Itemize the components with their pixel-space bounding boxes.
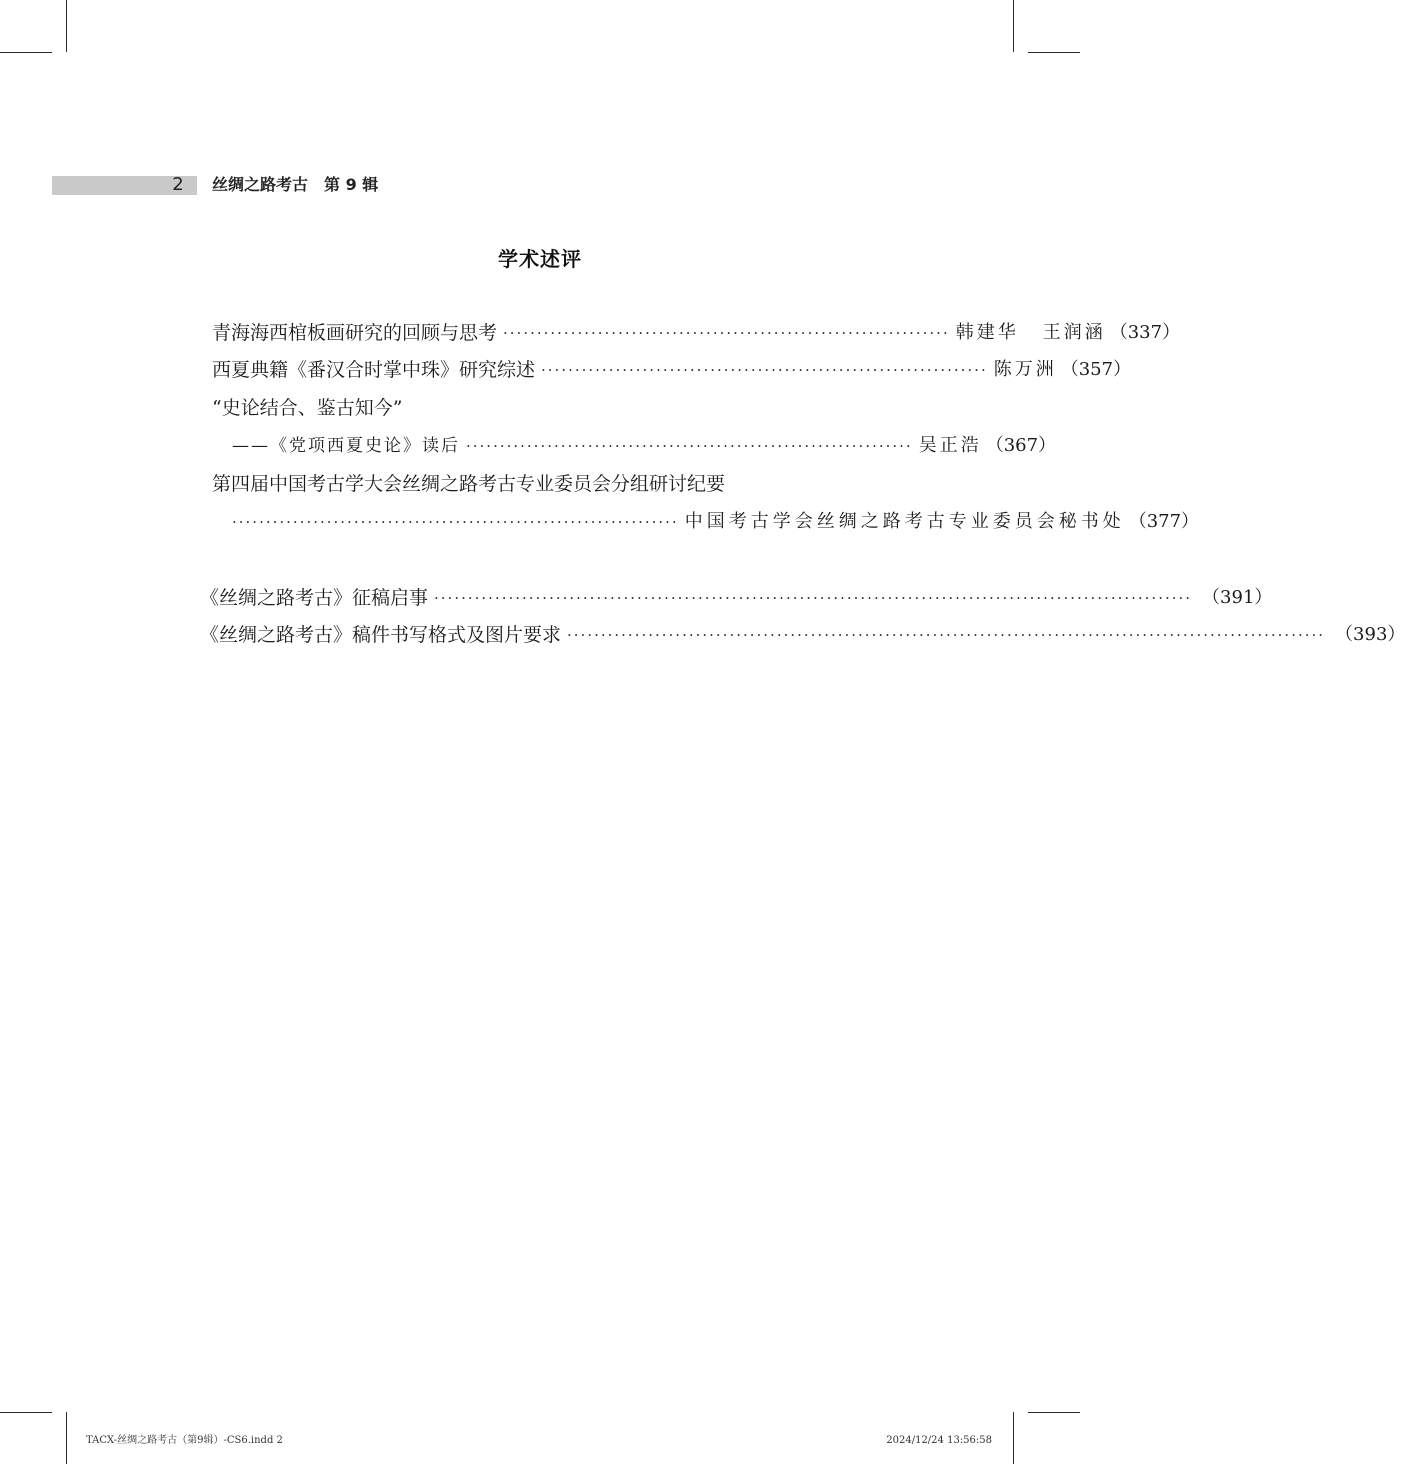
- crop-mark: [1028, 52, 1080, 53]
- crop-mark: [0, 52, 52, 53]
- journal-title: 丝绸之路考古 第 9 辑: [212, 175, 379, 194]
- toc-entry-page: （357）: [1060, 359, 1132, 380]
- toc-entry-subtitle: ——《党项西夏史论》读后: [232, 436, 460, 456]
- crop-mark: [1013, 0, 1014, 52]
- toc-entry-author: 王润涵: [1042, 322, 1106, 343]
- toc-entry-title: 西夏典籍《番汉合时掌中珠》研究综述: [212, 359, 536, 381]
- toc-entry-title: 第四届中国考古学大会丝绸之路考古专业委员会分组研讨纪要: [212, 473, 726, 495]
- notice-page: （393）: [1335, 624, 1405, 645]
- toc-entry-page: （337）: [1109, 322, 1181, 343]
- toc-entry: [212, 393, 872, 423]
- toc-entry-author: 中国考古学会丝绸之路考古专业委员会秘书处: [684, 511, 1125, 532]
- leader-dots: ··································································: [541, 361, 988, 379]
- crop-mark: [1028, 1412, 1080, 1413]
- toc-entry-page: （377）: [1128, 511, 1200, 532]
- notice-title: 《丝绸之路考古》稿件书写格式及图片要求: [200, 624, 562, 646]
- section-title: 学术述评: [498, 247, 582, 271]
- notice-page: （391）: [1202, 587, 1273, 608]
- notice-title: 《丝绸之路考古》征稿启事: [200, 587, 429, 609]
- toc-entry: [212, 469, 872, 499]
- leader-dots: ··································································: [503, 324, 950, 342]
- toc-entry-author: 韩建华: [955, 322, 1019, 343]
- crop-mark: [0, 1412, 52, 1413]
- leader-dots: ··································································: [232, 513, 679, 531]
- crop-mark: [1013, 1412, 1014, 1464]
- toc-entry-page: （367）: [985, 435, 1057, 456]
- file-slug: TACX-丝绸之路考古（第9辑）-CS6.indd 2: [86, 1435, 283, 1446]
- crop-mark: [66, 1412, 67, 1464]
- leader-dots: ················································································································: [434, 589, 1193, 607]
- leader-dots: ················································································································: [567, 626, 1326, 644]
- toc-entry-title: “史论结合、鉴古知今”: [212, 397, 403, 419]
- toc-entry-title: 青海海西棺板画研究的回顾与思考: [212, 322, 498, 344]
- notice-entry: [200, 620, 1405, 650]
- toc-entry-author: 陈万洲: [993, 359, 1057, 380]
- toc-entry: [212, 355, 1132, 385]
- toc-entry-continued: [232, 431, 1057, 461]
- page-number: 2: [172, 174, 184, 195]
- timestamp-slug: 2024/12/24 13:56:58: [886, 1435, 992, 1446]
- toc-entry-continued: [232, 507, 1200, 537]
- toc-entry: [212, 318, 1181, 348]
- notice-entry: [200, 583, 1273, 613]
- crop-mark: [66, 0, 67, 52]
- toc-entry-author: 吴正浩: [918, 435, 982, 456]
- leader-dots: ··································································: [466, 437, 913, 455]
